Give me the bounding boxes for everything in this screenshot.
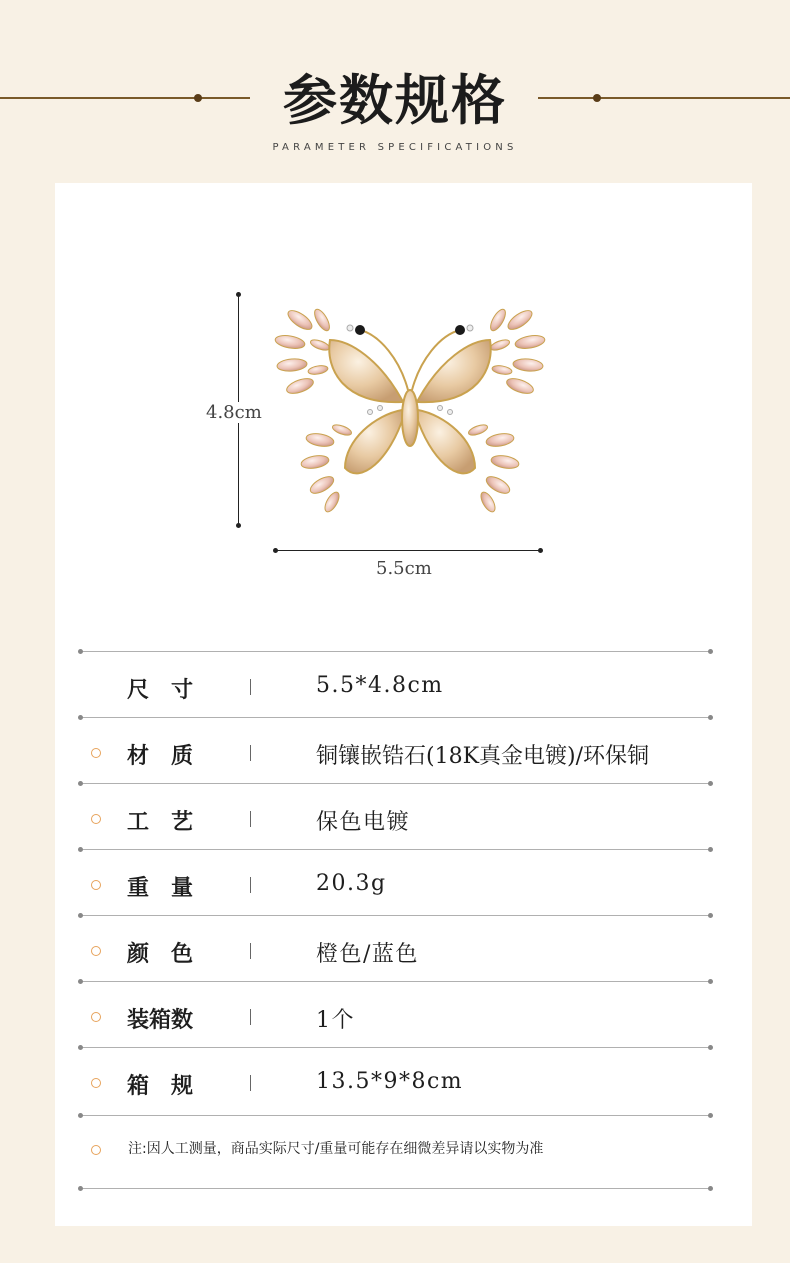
spec-label: 箱 规 (127, 1073, 194, 1099)
bullet-icon (91, 814, 101, 824)
spec-row-box-size (80, 1049, 711, 1115)
spec-value: 20.3g (316, 871, 387, 896)
bullet-icon (91, 1078, 101, 1088)
spec-label: 装箱数 (127, 1007, 194, 1033)
row-separator (80, 1188, 711, 1189)
measurement-note: 注:因人工测量，商品实际尺寸/重量可能存在细微差异请以实物为准 (128, 1141, 544, 1157)
spec-divider (250, 745, 251, 761)
height-dimension-cap-top (236, 292, 241, 297)
spec-divider (250, 1009, 251, 1025)
width-dimension-line (276, 550, 540, 551)
height-dimension-cap-bottom (236, 523, 241, 528)
spec-divider (250, 811, 251, 827)
spec-label: 材 质 (127, 743, 194, 769)
spec-divider (250, 679, 251, 695)
row-separator (80, 651, 711, 652)
width-label: 5.5cm (376, 558, 432, 579)
bullet-icon (91, 1145, 101, 1155)
bullet-icon (91, 880, 101, 890)
spec-divider (250, 877, 251, 893)
width-dimension-cap-left (273, 548, 278, 553)
page-title: 参数规格 (283, 68, 507, 132)
width-dimension-cap-right (538, 548, 543, 553)
spec-value: 保色电镀 (316, 810, 411, 835)
row-separator (80, 1115, 711, 1116)
spec-row-craft (80, 785, 711, 851)
spec-divider (250, 1075, 251, 1091)
spec-value: 5.5*4.8cm (316, 673, 444, 698)
spec-row-color (80, 917, 711, 983)
butterfly-brooch-image (270, 290, 550, 530)
bullet-icon (91, 748, 101, 758)
spec-row-pack-qty (80, 983, 711, 1049)
spec-value: 13.5*9*8cm (316, 1069, 464, 1094)
spec-row-size (80, 653, 711, 719)
spec-label: 尺 寸 (127, 677, 194, 703)
spec-label: 工 艺 (127, 809, 194, 835)
height-label: 4.8cm (206, 402, 262, 423)
spec-value: 橙色/蓝色 (316, 942, 419, 967)
spec-value: 铜镶嵌锆石(18K真金电镀)/环保铜 (316, 744, 650, 769)
spec-row-weight (80, 851, 711, 917)
spec-label: 重 量 (127, 875, 194, 901)
bullet-icon (91, 1012, 101, 1022)
spec-row-material (80, 719, 711, 785)
spec-value: 1个 (316, 1008, 355, 1033)
spec-label: 颜 色 (127, 941, 194, 967)
header (0, 0, 790, 180)
bullet-icon (91, 946, 101, 956)
spec-divider (250, 943, 251, 959)
page-subtitle: PARAMETER SPECIFICATIONS (272, 142, 518, 153)
